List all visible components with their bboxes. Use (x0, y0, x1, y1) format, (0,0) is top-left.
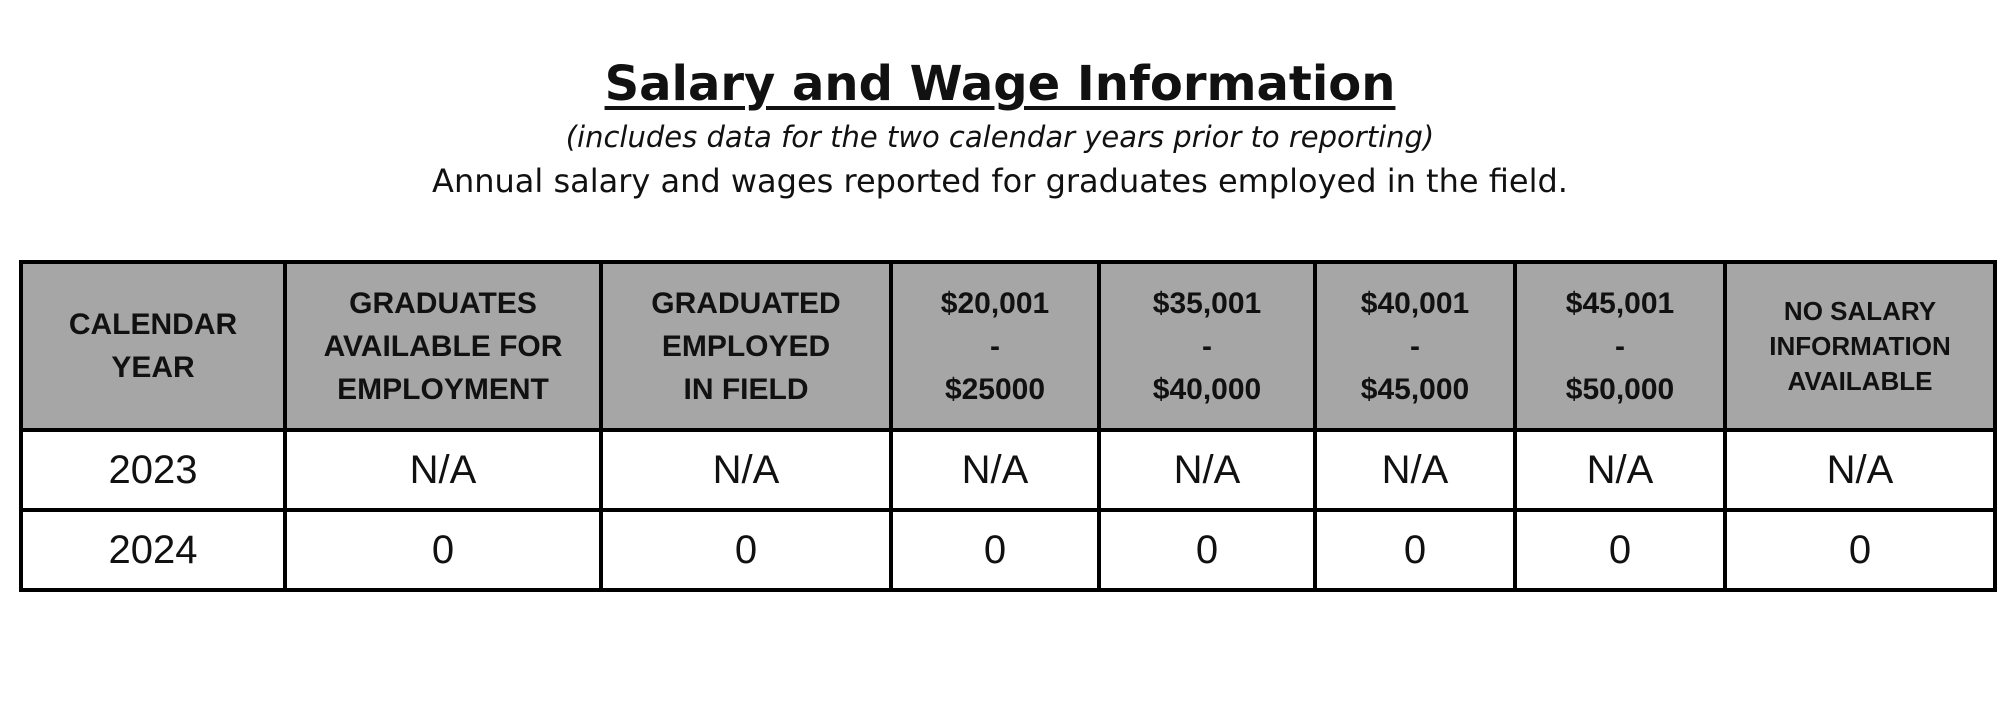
header-line: $45,000 (1360, 372, 1470, 406)
header-line: $45,001 (1565, 286, 1675, 320)
table-cell: N/A (1315, 430, 1515, 510)
header-line: $35,001 (1152, 286, 1262, 320)
column-header-salary-20001-25000 (891, 262, 1099, 430)
column-header-graduates-available (285, 262, 601, 430)
header-line: EMPLOYMENT (337, 372, 549, 406)
column-header-graduated-employed (601, 262, 891, 430)
header-line: $50,000 (1565, 372, 1675, 406)
header-line: - (1615, 329, 1625, 363)
header-line: AVAILABLE FOR (323, 329, 563, 363)
header-line: $20,001 (940, 286, 1050, 320)
header-line: GRADUATED (651, 286, 841, 320)
column-header-salary-40001-45000 (1315, 262, 1515, 430)
header-line: GRADUATES (349, 286, 537, 320)
header-line: EMPLOYED (661, 329, 831, 363)
table-cell: 0 (891, 510, 1099, 590)
salary-table (19, 260, 1997, 592)
column-header-salary-35001-40000 (1099, 262, 1315, 430)
table-cell-year: 2023 (21, 430, 285, 510)
page-subtitle: (includes data for the two calendar years prior to reporting) (565, 120, 1435, 154)
table-cell: 0 (1725, 510, 1995, 590)
table-cell: N/A (1515, 430, 1725, 510)
column-header-calendar-year (21, 262, 285, 430)
header-line: CALENDAR (68, 308, 238, 341)
table-cell: N/A (891, 430, 1099, 510)
table-cell: 0 (1515, 510, 1725, 590)
table-header-row (21, 262, 1995, 430)
table-cell: 0 (285, 510, 601, 590)
table-cell: 0 (1315, 510, 1515, 590)
column-header-no-salary-info (1725, 262, 1995, 430)
header-line: - (1410, 329, 1420, 363)
table-cell: 0 (1099, 510, 1315, 590)
header-line: INFORMATION (1769, 330, 1951, 361)
header-line: $40,000 (1152, 372, 1262, 406)
header-line: $40,001 (1360, 286, 1470, 320)
table-cell-year: 2024 (21, 510, 285, 590)
header-line: AVAILABLE (1787, 365, 1933, 396)
table-cell: N/A (601, 430, 891, 510)
header-line: IN FIELD (683, 372, 809, 406)
table-row (21, 510, 1995, 590)
header-line: $25000 (944, 372, 1046, 406)
column-header-salary-45001-50000 (1515, 262, 1725, 430)
header-line: YEAR (111, 351, 195, 384)
table-cell: 0 (601, 510, 891, 590)
table-cell: N/A (285, 430, 601, 510)
header-line: - (1202, 329, 1212, 363)
document-header (0, 52, 2000, 204)
table-cell: N/A (1099, 430, 1315, 510)
page-description: Annual salary and wages reported for graduates employed in the field. (432, 162, 1568, 200)
table-cell: N/A (1725, 430, 1995, 510)
table-row (21, 430, 1995, 510)
page-title: Salary and Wage Information (604, 56, 1396, 112)
header-line: NO SALARY (1783, 295, 1937, 326)
header-line: - (990, 329, 1000, 363)
